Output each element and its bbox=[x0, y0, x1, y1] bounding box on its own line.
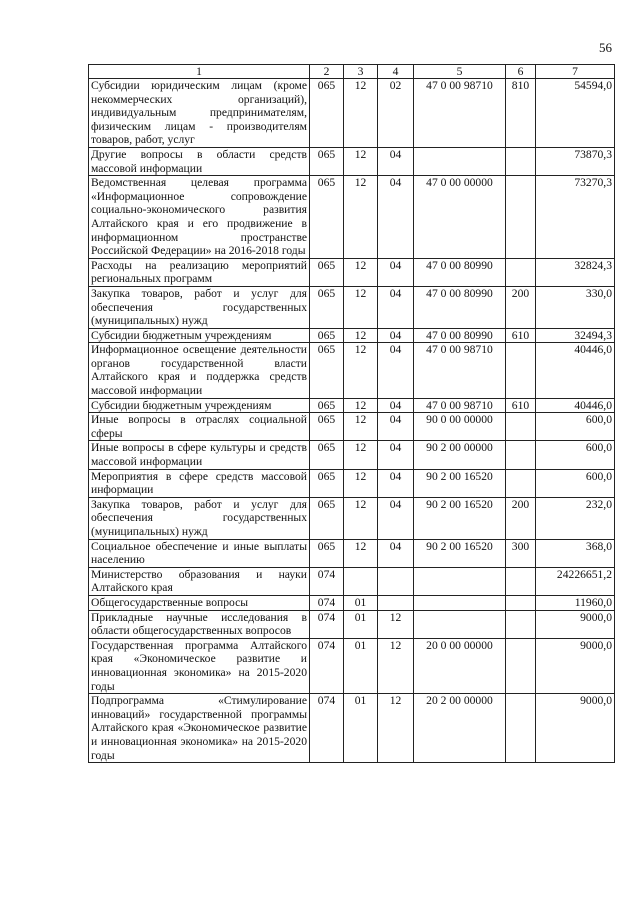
page-number: 56 bbox=[599, 40, 612, 55]
table-row bbox=[89, 79, 615, 148]
row-subsection-cell: 04 bbox=[378, 469, 414, 497]
row-subsection-cell bbox=[378, 567, 414, 595]
table-row bbox=[89, 497, 615, 539]
table-row bbox=[89, 441, 615, 469]
row-ministry-code-cell: 065 bbox=[310, 147, 344, 175]
row-name-cell: Закупка товаров, работ и услуг для обеспечения государственных (муниципальных) нужд bbox=[89, 497, 310, 539]
row-expense-type-cell: 200 bbox=[506, 286, 536, 328]
row-subsection-cell: 04 bbox=[378, 413, 414, 441]
row-target-article-cell bbox=[414, 147, 506, 175]
row-section-cell: 01 bbox=[344, 595, 378, 610]
row-expense-type-cell bbox=[506, 258, 536, 286]
row-amount-cell: 600,0 bbox=[536, 413, 615, 441]
row-ministry-code-cell: 065 bbox=[310, 79, 344, 148]
row-amount-cell: 600,0 bbox=[536, 469, 615, 497]
header-cell: 6 bbox=[506, 65, 536, 79]
table-row bbox=[89, 567, 615, 595]
row-section-cell: 12 bbox=[344, 398, 378, 413]
row-subsection-cell: 04 bbox=[378, 343, 414, 398]
row-subsection-cell: 04 bbox=[378, 398, 414, 413]
row-ministry-code-cell: 065 bbox=[310, 539, 344, 567]
row-expense-type-cell bbox=[506, 595, 536, 610]
row-amount-cell: 32494,3 bbox=[536, 328, 615, 343]
row-name-cell: Субсидии бюджетным учреждениям bbox=[89, 328, 310, 343]
row-ministry-code-cell: 065 bbox=[310, 286, 344, 328]
row-section-cell: 01 bbox=[344, 638, 378, 693]
table-row bbox=[89, 286, 615, 328]
row-expense-type-cell: 300 bbox=[506, 539, 536, 567]
row-name-cell: Информационное освещение деятельности органов государственной власти Алтайского края и поддержка средств массовой информации bbox=[89, 343, 310, 398]
row-target-article-cell: 47 0 00 98710 bbox=[414, 79, 506, 148]
row-expense-type-cell bbox=[506, 176, 536, 259]
row-target-article-cell: 90 0 00 00000 bbox=[414, 413, 506, 441]
row-name-cell: Иные вопросы в сфере культуры и средств массовой информации bbox=[89, 441, 310, 469]
row-name-cell: Закупка товаров, работ и услуг для обеспечения государственных (муниципальных) нужд bbox=[89, 286, 310, 328]
table-row bbox=[89, 413, 615, 441]
row-amount-cell: 54594,0 bbox=[536, 79, 615, 148]
header-cell: 2 bbox=[310, 65, 344, 79]
row-expense-type-cell bbox=[506, 567, 536, 595]
row-ministry-code-cell: 074 bbox=[310, 694, 344, 763]
row-subsection-cell bbox=[378, 595, 414, 610]
row-name-cell: Другие вопросы в области средств массовой информации bbox=[89, 147, 310, 175]
row-amount-cell: 9000,0 bbox=[536, 694, 615, 763]
header-cell: 1 bbox=[89, 65, 310, 79]
row-target-article-cell: 20 0 00 00000 bbox=[414, 638, 506, 693]
row-subsection-cell: 04 bbox=[378, 497, 414, 539]
row-name-cell: Общегосударственные вопросы bbox=[89, 595, 310, 610]
row-target-article-cell: 20 2 00 00000 bbox=[414, 694, 506, 763]
row-ministry-code-cell: 074 bbox=[310, 610, 344, 638]
row-subsection-cell: 02 bbox=[378, 79, 414, 148]
row-ministry-code-cell: 065 bbox=[310, 258, 344, 286]
row-subsection-cell: 12 bbox=[378, 694, 414, 763]
row-target-article-cell: 90 2 00 00000 bbox=[414, 441, 506, 469]
row-target-article-cell: 47 0 00 80990 bbox=[414, 286, 506, 328]
row-section-cell: 12 bbox=[344, 79, 378, 148]
table-row bbox=[89, 176, 615, 259]
row-expense-type-cell bbox=[506, 469, 536, 497]
row-name-cell: Иные вопросы в отраслях социальной сферы bbox=[89, 413, 310, 441]
row-name-cell: Прикладные научные исследования в области общегосударственных вопросов bbox=[89, 610, 310, 638]
row-target-article-cell bbox=[414, 595, 506, 610]
row-subsection-cell: 04 bbox=[378, 176, 414, 259]
header-cell: 7 bbox=[536, 65, 615, 79]
row-name-cell: Государственная программа Алтайского края «Экономическое развитие и инновационная экономика» на 2015-2020 годы bbox=[89, 638, 310, 693]
header-cell: 4 bbox=[378, 65, 414, 79]
row-target-article-cell bbox=[414, 567, 506, 595]
row-section-cell: 12 bbox=[344, 413, 378, 441]
row-section-cell: 12 bbox=[344, 258, 378, 286]
row-section-cell: 12 bbox=[344, 176, 378, 259]
row-section-cell: 12 bbox=[344, 539, 378, 567]
table-row bbox=[89, 539, 615, 567]
row-section-cell: 12 bbox=[344, 147, 378, 175]
row-amount-cell: 330,0 bbox=[536, 286, 615, 328]
row-expense-type-cell bbox=[506, 610, 536, 638]
row-name-cell: Ведомственная целевая программа «Информационное сопровождение социально-экономического развития Алтайского края и его продвижение в информационном пространстве Российской Федерации» на 2016-2018 годы bbox=[89, 176, 310, 259]
row-ministry-code-cell: 065 bbox=[310, 398, 344, 413]
row-ministry-code-cell: 065 bbox=[310, 497, 344, 539]
row-target-article-cell: 47 0 00 98710 bbox=[414, 398, 506, 413]
row-section-cell: 12 bbox=[344, 328, 378, 343]
row-ministry-code-cell: 074 bbox=[310, 638, 344, 693]
row-target-article-cell: 47 0 00 80990 bbox=[414, 328, 506, 343]
row-subsection-cell: 04 bbox=[378, 539, 414, 567]
row-amount-cell: 600,0 bbox=[536, 441, 615, 469]
table-header-row bbox=[89, 65, 615, 79]
table-row bbox=[89, 343, 615, 398]
row-name-cell: Мероприятия в сфере средств массовой информации bbox=[89, 469, 310, 497]
row-expense-type-cell bbox=[506, 413, 536, 441]
row-section-cell: 12 bbox=[344, 497, 378, 539]
table-row bbox=[89, 147, 615, 175]
row-subsection-cell: 04 bbox=[378, 441, 414, 469]
header-cell: 3 bbox=[344, 65, 378, 79]
row-subsection-cell: 12 bbox=[378, 610, 414, 638]
row-amount-cell: 73870,3 bbox=[536, 147, 615, 175]
row-ministry-code-cell: 074 bbox=[310, 567, 344, 595]
row-section-cell: 12 bbox=[344, 469, 378, 497]
row-subsection-cell: 04 bbox=[378, 147, 414, 175]
row-expense-type-cell bbox=[506, 441, 536, 469]
row-section-cell: 01 bbox=[344, 694, 378, 763]
row-section-cell: 12 bbox=[344, 343, 378, 398]
row-name-cell: Социальное обеспечение и иные выплаты населению bbox=[89, 539, 310, 567]
row-target-article-cell: 47 0 00 00000 bbox=[414, 176, 506, 259]
row-expense-type-cell: 610 bbox=[506, 398, 536, 413]
row-name-cell: Подпрограмма «Стимулирование инноваций» государственной программы Алтайского края «Экономическое развитие и инновационная экономика» на 2015-2020 годы bbox=[89, 694, 310, 763]
row-expense-type-cell bbox=[506, 694, 536, 763]
row-ministry-code-cell: 065 bbox=[310, 413, 344, 441]
row-expense-type-cell: 610 bbox=[506, 328, 536, 343]
row-target-article-cell: 90 2 00 16520 bbox=[414, 539, 506, 567]
table-row bbox=[89, 328, 615, 343]
row-expense-type-cell bbox=[506, 638, 536, 693]
table-row bbox=[89, 694, 615, 763]
row-name-cell: Субсидии бюджетным учреждениям bbox=[89, 398, 310, 413]
header-cell: 5 bbox=[414, 65, 506, 79]
row-amount-cell: 9000,0 bbox=[536, 638, 615, 693]
table-row bbox=[89, 595, 615, 610]
table-row bbox=[89, 398, 615, 413]
table-row bbox=[89, 638, 615, 693]
row-ministry-code-cell: 065 bbox=[310, 343, 344, 398]
row-target-article-cell bbox=[414, 610, 506, 638]
table-row bbox=[89, 469, 615, 497]
row-ministry-code-cell: 065 bbox=[310, 441, 344, 469]
row-amount-cell: 11960,0 bbox=[536, 595, 615, 610]
row-section-cell: 12 bbox=[344, 441, 378, 469]
row-target-article-cell: 90 2 00 16520 bbox=[414, 497, 506, 539]
row-amount-cell: 9000,0 bbox=[536, 610, 615, 638]
row-ministry-code-cell: 065 bbox=[310, 328, 344, 343]
row-amount-cell: 368,0 bbox=[536, 539, 615, 567]
row-expense-type-cell: 200 bbox=[506, 497, 536, 539]
table-row bbox=[89, 258, 615, 286]
row-expense-type-cell bbox=[506, 343, 536, 398]
row-section-cell: 12 bbox=[344, 286, 378, 328]
row-amount-cell: 40446,0 bbox=[536, 343, 615, 398]
row-amount-cell: 232,0 bbox=[536, 497, 615, 539]
row-subsection-cell: 04 bbox=[378, 328, 414, 343]
row-subsection-cell: 04 bbox=[378, 286, 414, 328]
row-target-article-cell: 47 0 00 98710 bbox=[414, 343, 506, 398]
row-amount-cell: 32824,3 bbox=[536, 258, 615, 286]
row-amount-cell: 73270,3 bbox=[536, 176, 615, 259]
row-section-cell: 01 bbox=[344, 610, 378, 638]
budget-table bbox=[88, 64, 615, 763]
row-subsection-cell: 04 bbox=[378, 258, 414, 286]
row-ministry-code-cell: 065 bbox=[310, 176, 344, 259]
row-ministry-code-cell: 065 bbox=[310, 469, 344, 497]
row-expense-type-cell bbox=[506, 147, 536, 175]
row-name-cell: Министерство образования и науки Алтайского края bbox=[89, 567, 310, 595]
row-amount-cell: 24226651,2 bbox=[536, 567, 615, 595]
row-name-cell: Расходы на реализацию мероприятий региональных программ bbox=[89, 258, 310, 286]
row-amount-cell: 40446,0 bbox=[536, 398, 615, 413]
row-subsection-cell: 12 bbox=[378, 638, 414, 693]
row-name-cell: Субсидии юридическим лицам (кроме некоммерческих организаций), индивидуальным предпринимателям, физическим лицам - производителям товаров, работ, услуг bbox=[89, 79, 310, 148]
row-target-article-cell: 90 2 00 16520 bbox=[414, 469, 506, 497]
row-ministry-code-cell: 074 bbox=[310, 595, 344, 610]
row-section-cell bbox=[344, 567, 378, 595]
table-row bbox=[89, 610, 615, 638]
row-expense-type-cell: 810 bbox=[506, 79, 536, 148]
row-target-article-cell: 47 0 00 80990 bbox=[414, 258, 506, 286]
